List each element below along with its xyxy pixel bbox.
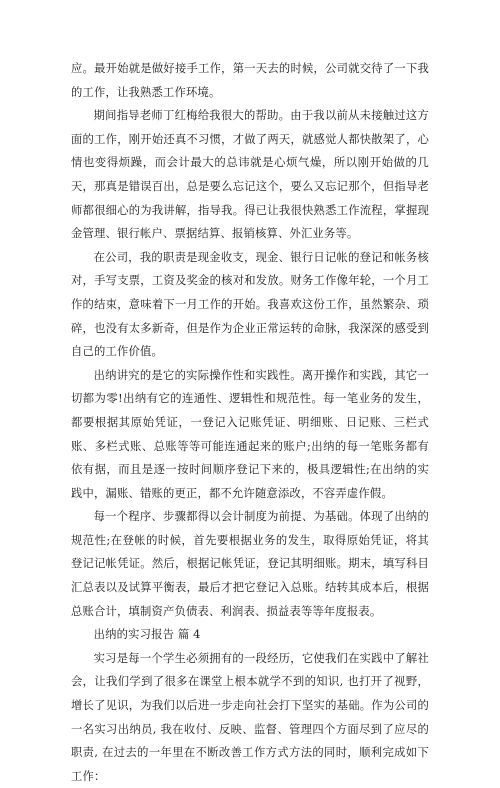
paragraph-cashier-practice: 出纳讲究的是它的实际操作性和实践性。离开操作和实践，其它一切都为零!出纳有它的连通性、逻辑性和规范性。每一笔业务的发生，都要根据其原始凭证，一登记入记账凭证、明细账、日记账、三栏式账、多栏式账、总账等等可能连通起来的账户;出纳的每一笔账务都有依有据，而且是逐一按时间顺序登记下来的，极具逻辑性;在出纳的实践中，漏账、错账的更正，都不允许随意添改，不容弄虚作假。: [71, 368, 429, 500]
paragraph-mentor: 期间指导老师丁红梅给我很大的帮助。由于我以前从未接触过这方面的工作，刚开始还真不习惯，才做了两天，就感觉人都快散架了，心情也变得烦躁，而会计最大的总讳就是心烦气燥，所以刚开始做的几天，那真是错误百出，总是要么忘记这个，要么又忘记那个，但指导老师都很细心的为我讲解，指导我。得已让我很快熟悉工作流程，掌握现金管理、银行帐户、票据结算、报销核算、外汇业务等。: [71, 109, 429, 241]
section-heading: 出纳的实习报告 篇 4: [93, 628, 201, 642]
paragraph-continuation: 应。最开始就是做好接手工作，第一天去的时候，公司就交待了一下我的工作，让我熟悉工作环境。: [71, 62, 429, 99]
paragraph-duties: 在公司，我的职责是现金收支，现金、银行日记帐的登记和帐务核对，手写支票，工资及奖金的核对和发放。财务工作像年轮，一个月工作的结束，意味着下一月工作的开始。我喜欢这份工作，虽然繁杂、琐碎，也没有太多新奇，但是作为企业正常运转的命脉，我深深的感受到自己的工作价值。: [71, 250, 429, 359]
paragraph-procedures: 每一个程序、步骤都得以会计制度为前提、为基础。体现了出纳的规范性;在登帐的时候，首先要根据业务的发生，取得原始凭证，将其登记记帐凭证。然后，根据记帐凭证，登记其明细账。期末，填写科目汇总表以及试算平衡表，最后才把它登记入总账。结转其成本后，根据总账合计，填制资产负债表、利润表、损益表等等年度报表。: [71, 510, 429, 618]
paragraph-internship: 实习是每一个学生必须拥有的一段经历，它使我们在实践中了解社会，让我们学到了很多在课堂上根本就学不到的知识, 也打开了视野，增长了见识，为我们以后进一步走向社会打下坚实的基础。作为公司的一名实习出纳员, 我在收付、反映、监督、管理四个方面尽到了应尽的职责, 在过去的一年里在不断改善工作方式方法的同时，顺利完成如下工作：: [71, 651, 429, 783]
